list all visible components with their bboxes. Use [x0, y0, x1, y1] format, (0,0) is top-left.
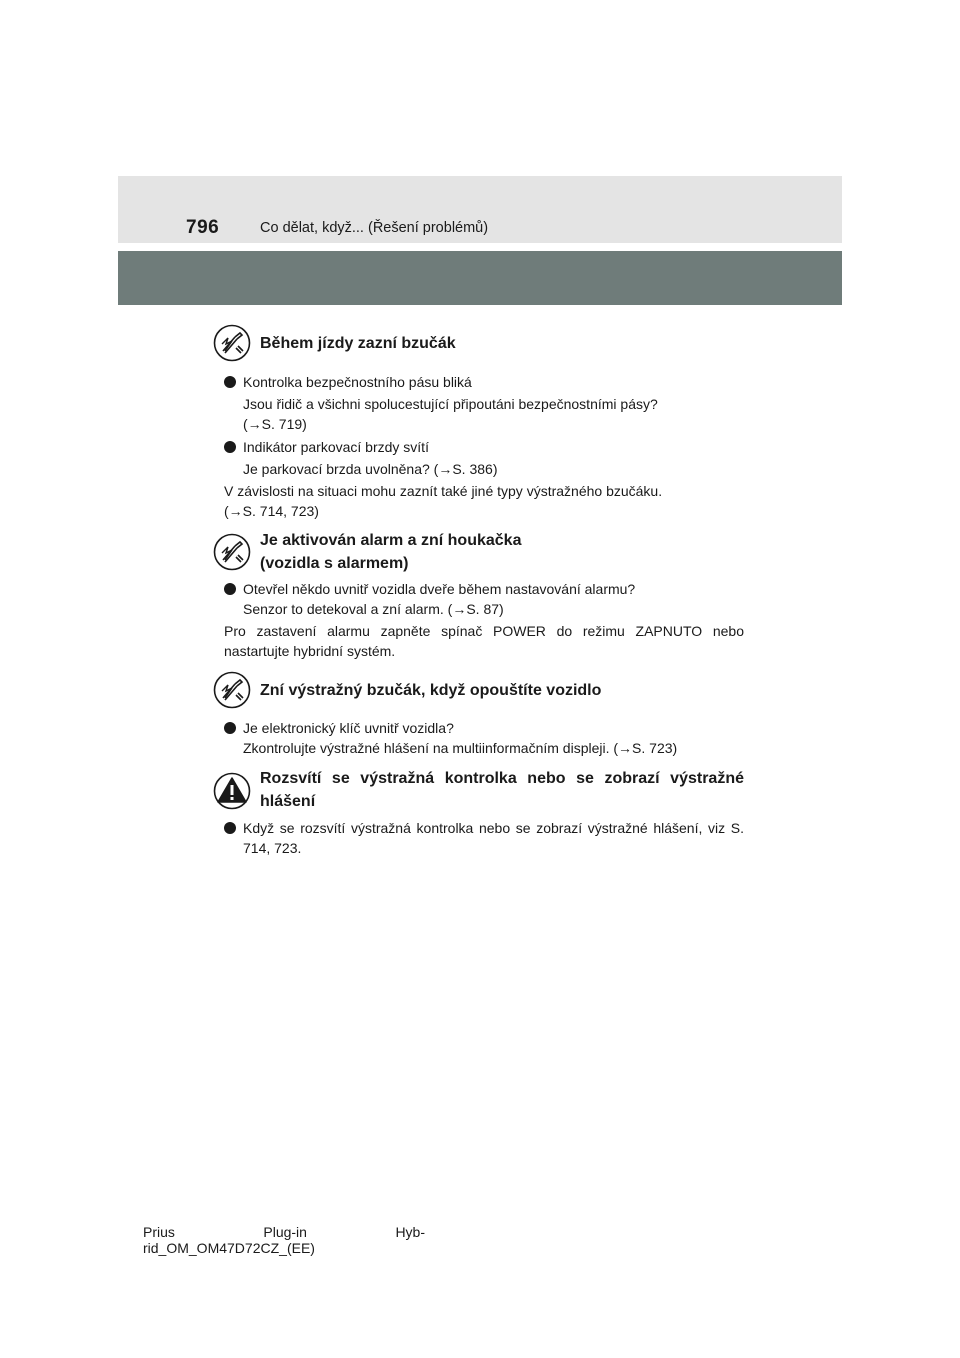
bullet-detail: Je parkovací brzda uvolněna? (→S. 386) [243, 461, 498, 477]
bullet-label: Otevřel někdo uvnitř vozidla dveře během nastavování alarmu? [243, 581, 636, 597]
note-text: Pro zastavení alarmu zapněte spínač POWER do režimu ZAPNUTO nebo nastartujte hybridní systém. [224, 623, 744, 659]
section2-heading-line1: Je aktivován alarm a zní houkačka [260, 532, 522, 549]
bullet-icon [224, 376, 236, 388]
warning-icon [213, 772, 251, 810]
bullet-detail-ref: (→S. 719) [243, 416, 307, 432]
footer-line2: rid_OM_OM47D72CZ_(EE) [143, 1240, 315, 1256]
section3-heading: Zní výstražný bzučák, když opouštíte vozidlo [260, 682, 602, 699]
bullet-label: Indikátor parkovací brzdy svítí [243, 439, 429, 455]
footer-word: Prius [143, 1224, 175, 1240]
bullet-detail: Senzor to detekoval a zní alarm. (→S. 87) [243, 601, 504, 617]
footer-word: Hyb- [395, 1224, 425, 1240]
document-footer [143, 1224, 443, 1256]
bullet-label: Je elektronický klíč uvnitř vozidla? [243, 720, 454, 736]
bullet-icon [224, 441, 236, 453]
bullet-detail: Jsou řidič a všichni spolucestující připoutáni bezpečnostními pásy? [243, 396, 658, 412]
section-bar [118, 251, 842, 305]
section2-heading [260, 529, 744, 575]
bullet-detail: Zkontrolujte výstražné hlášení na multiinformačním displeji. (→S. 723) [243, 740, 678, 756]
page-number: 796 [186, 217, 220, 238]
note-ref: (→S. 714, 723) [224, 503, 319, 519]
bullet-icon [224, 722, 236, 734]
tools-icon [213, 533, 251, 571]
tools-icon [213, 671, 251, 709]
tools-icon [213, 324, 251, 362]
section4-heading: Rozsvítí se výstražná kontrolka nebo se zobrazí výstražné hlášení [260, 770, 744, 810]
bullet-icon [224, 822, 236, 834]
note-text: V závislosti na situaci mohu zaznít také jiné typy výstražného bzučáku. [224, 483, 663, 499]
section2-heading-line2: (vozidla s alarmem) [260, 555, 409, 572]
footer-word: Plug-in [263, 1224, 307, 1240]
bullet-label: Když se rozsvítí výstražná kontrolka nebo se zobrazí výstražné hlášení, viz S. 714, 723. [243, 820, 744, 856]
section1-heading: Během jízdy zazní bzučák [260, 335, 456, 352]
chapter-title: Co dělat, když... (Řešení problémů) [260, 220, 489, 236]
bullet-icon [224, 583, 236, 595]
bullet-label: Kontrolka bezpečnostního pásu bliká [243, 374, 472, 390]
